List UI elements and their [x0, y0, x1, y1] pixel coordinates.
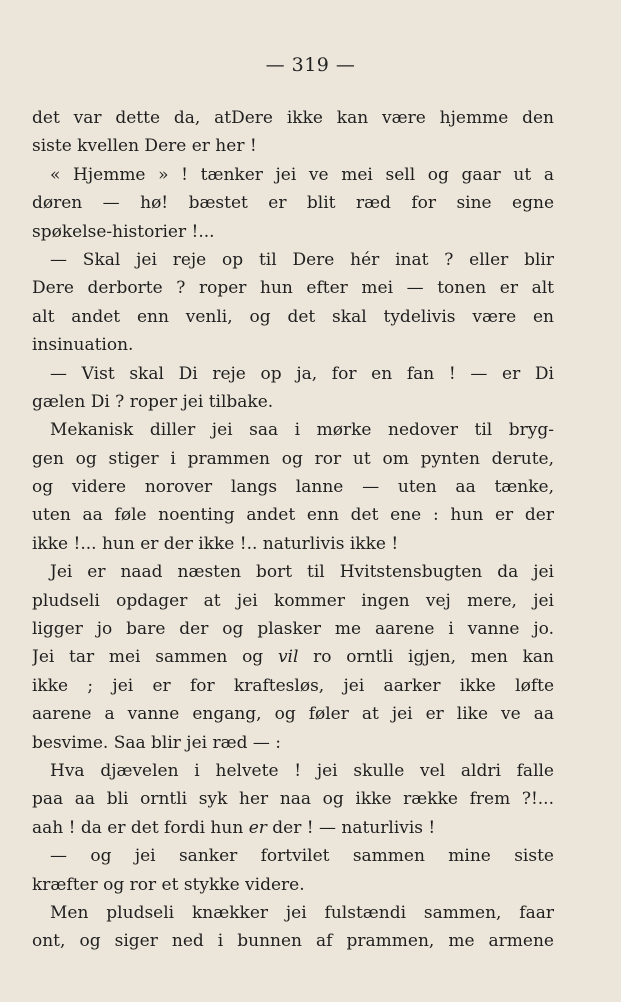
page-number: — 319 — — [265, 54, 356, 76]
italic-word: er — [248, 817, 267, 838]
text-line — [32, 814, 554, 842]
text-segment: aah ! da er det fordi hun — [32, 817, 249, 838]
text-line: « Hjemme » ! tænker jei ve mei sell og gaar ut a — [50, 164, 554, 185]
body-text — [32, 104, 554, 956]
text-line — [32, 643, 554, 671]
text-line: Mekanisk diller jei saa i mørke nedover til bryg- — [50, 420, 554, 441]
text-segment: Jei tar mei sammen og — [32, 647, 278, 668]
text-line: gælen Di ? roper jei tilbake. — [32, 391, 274, 412]
text-line: Jei er naad næsten bort til Hvitstensbugten da jei — [50, 562, 554, 583]
text-line: ligger jo bare der og plasker me aarene i vanne jo. — [32, 619, 554, 640]
text-line: ikke ; jei er for kraftesløs, jei aarker ikke løfte — [32, 675, 554, 696]
text-line: døren — hø! bæstet er blit ræd for sine egne — [32, 193, 554, 214]
text-line: Dere derborte ? roper hun efter mei — tonen er alt — [32, 278, 554, 299]
text-line: — Skal jei reje op til Dere hér inat ? eller blir — [50, 249, 554, 270]
text-line: spøkelse-historier !... — [32, 221, 215, 242]
text-line: insinuation. — [32, 335, 134, 356]
text-line: det var dette da, atDere ikke kan være hjemme den — [32, 108, 554, 128]
text-line: ont, og siger ned i bunnen af prammen, me armene — [32, 931, 554, 952]
text-line: ikke !... hun er der ikke !.. naturlivis ikke ! — [32, 533, 399, 554]
text-line: aarene a vanne engang, og føler at jei er like ve aa — [32, 704, 554, 725]
text-line: Hva djævelen i helvete ! jei skulle vel aldri falle — [50, 760, 554, 781]
text-line: Men pludseli knækker jei fulstændi sammen, faar — [50, 902, 554, 923]
text-line: paa aa bli orntli syk her naa og ikke række frem ?!... — [32, 789, 554, 810]
text-line: pludseli opdager at jei kommer ingen vej mere, jei — [32, 590, 554, 611]
text-segment: der ! — naturlivis ! — [266, 817, 436, 838]
text-line: kræfter og ror et stykke videre. — [32, 874, 305, 895]
italic-word: vil — [277, 647, 299, 668]
text-line: besvime. Saa blir jei ræd — : — [32, 732, 281, 753]
text-line: siste kvellen Dere er her ! — [32, 136, 257, 157]
text-line: uten aa føle noenting andet enn det ene : hun er der — [32, 505, 554, 526]
text-line: — Vist skal Di reje op ja, for en fan ! — er Di — [50, 363, 554, 384]
text-line: alt andet enn venli, og det skal tydelivis være en — [32, 306, 554, 327]
text-line: og videre norover langs lanne — uten aa tænke, — [32, 477, 554, 498]
text-line: — og jei sanker fortvilet sammen mine siste — [50, 846, 554, 867]
text-segment: ro orntli igjen, men kan — [298, 647, 554, 668]
text-line: gen og stiger i prammen og ror ut om pynten derute, — [32, 448, 554, 469]
